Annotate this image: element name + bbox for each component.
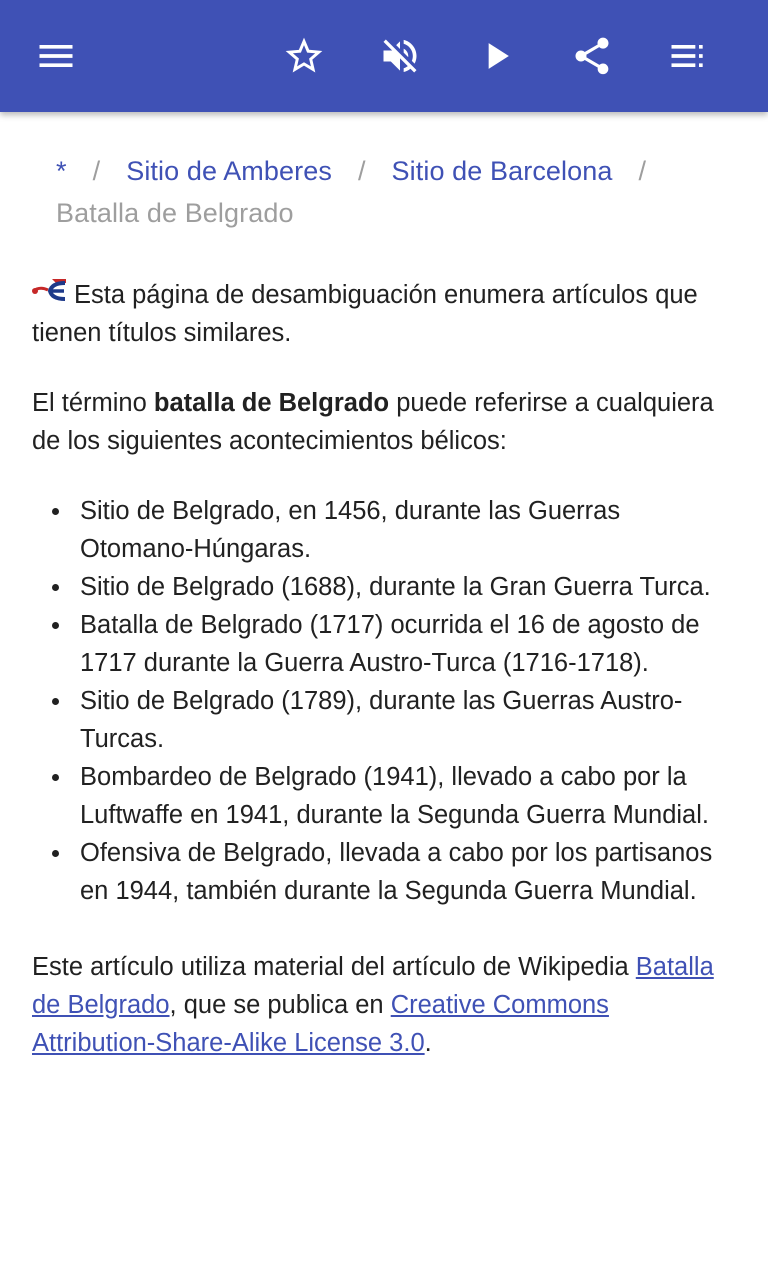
play-button[interactable]: [464, 24, 528, 88]
list-item: Sitio de Belgrado (1789), durante las Guerras Austro-Turcas.: [80, 682, 736, 758]
star-icon: [282, 34, 326, 78]
disambiguation-notice: [32, 276, 736, 352]
breadcrumb-root-link[interactable]: *: [56, 156, 67, 186]
disambiguation-icon: [32, 277, 68, 305]
breadcrumb-link-sitio-de-amberes[interactable]: Sitio de Amberes: [126, 156, 332, 186]
battle-list: [32, 492, 736, 910]
share-button[interactable]: [560, 24, 624, 88]
list-item: Bombardeo de Belgrado (1941), llevado a cabo por la Luftwaffe en 1941, durante la Segunda Guerra Mundial.: [80, 758, 736, 834]
menu-icon: [34, 34, 78, 78]
intro-term: batalla de Belgrado: [153, 389, 390, 417]
wikipedia-article-link[interactable]: Batalla de Belgrado: [32, 953, 714, 1019]
playlist-button[interactable]: [656, 24, 720, 88]
license-text-middle: , que se publica en: [169, 991, 391, 1019]
share-icon: [570, 34, 614, 78]
intro-paragraph: [32, 384, 736, 460]
breadcrumb-separator: /: [638, 156, 647, 186]
license-link[interactable]: Creative Commons Attribution-Share-Alike License 3.0: [32, 991, 609, 1057]
license-text-before: Este artículo utiliza material del artículo de Wikipedia: [32, 953, 636, 981]
playlist-icon: [666, 34, 710, 78]
breadcrumb-separator: /: [92, 156, 101, 186]
list-item: Sitio de Belgrado (1688), durante la Gran Guerra Turca.: [80, 568, 736, 606]
breadcrumb-current: Batalla de Belgrado: [56, 198, 294, 228]
list-item: Ofensiva de Belgrado, llevada a cabo por los partisanos en 1944, también durante la Segunda Guerra Mundial.: [80, 834, 736, 910]
intro-text-after: puede referirse a cualquiera de los siguientes acontecimientos bélicos:: [32, 389, 714, 455]
license-paragraph: [32, 948, 736, 1062]
mute-icon: [378, 34, 422, 78]
list-item: Sitio de Belgrado, en 1456, durante las Guerras Otomano-Húngaras.: [80, 492, 736, 568]
breadcrumb-link-sitio-de-barcelona[interactable]: Sitio de Barcelona: [391, 156, 613, 186]
disambiguation-text: Esta página de desambiguación enumera artículos que tienen títulos similares.: [32, 281, 698, 347]
mute-button[interactable]: [368, 24, 432, 88]
app-toolbar: [0, 0, 768, 112]
breadcrumb-separator: /: [357, 156, 366, 186]
list-item: Batalla de Belgrado (1717) ocurrida el 16 de agosto de 1717 durante la Guerra Austro-Turca (1716-1718).: [80, 606, 736, 682]
play-icon: [474, 34, 518, 78]
intro-text-before: El término: [32, 389, 154, 417]
favorite-button[interactable]: [272, 24, 336, 88]
breadcrumb: [32, 150, 736, 234]
menu-button[interactable]: [24, 24, 88, 88]
article-content: [32, 150, 736, 1062]
license-text-after: .: [424, 1029, 432, 1057]
